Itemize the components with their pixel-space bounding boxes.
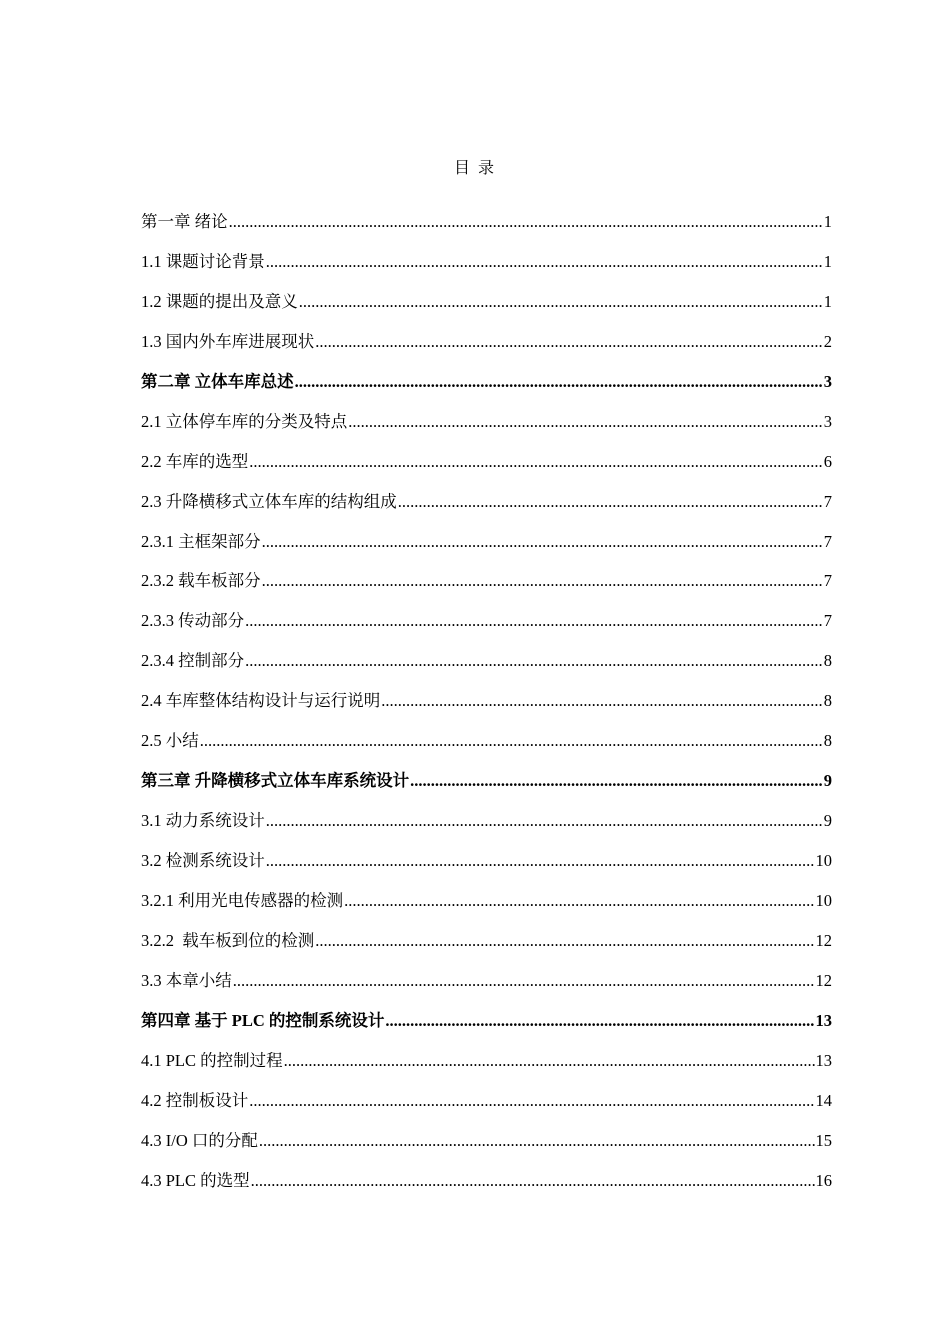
toc-entry-page-number: 10 bbox=[815, 851, 832, 870]
toc-entry-label: 3.2.2 载车板到位的检测 bbox=[141, 930, 315, 950]
toc-entry[interactable] bbox=[141, 490, 832, 530]
toc-entry[interactable] bbox=[141, 1129, 832, 1169]
toc-entry-page-number: 13 bbox=[815, 1010, 832, 1030]
toc-entry[interactable] bbox=[141, 1089, 832, 1129]
toc-entry-label: 第二章 立体车库总述 bbox=[141, 371, 294, 391]
toc-entry[interactable] bbox=[141, 809, 832, 849]
toc-entry[interactable] bbox=[141, 689, 832, 729]
toc-entry-label: 3.2.1 利用光电传感器的检测 bbox=[141, 890, 344, 910]
toc-entry[interactable] bbox=[141, 370, 832, 410]
toc-dot-leader bbox=[259, 1129, 815, 1153]
toc-entry-label: 1.3 国内外车库进展现状 bbox=[141, 331, 315, 351]
toc-entry-page-number: 1 bbox=[823, 291, 832, 311]
toc-dot-leader bbox=[266, 849, 815, 873]
toc-entry-page-number: 16 bbox=[815, 1170, 832, 1190]
toc-entry-label: 2.1 立体停车库的分类及特点 bbox=[141, 411, 348, 431]
toc-entry-label: 2.2 车库的选型 bbox=[141, 451, 249, 471]
toc-entry-label: 1.2 课题的提出及意义 bbox=[141, 291, 298, 311]
toc-dot-leader bbox=[398, 490, 823, 514]
toc-dot-leader bbox=[344, 889, 814, 913]
toc-dot-leader bbox=[249, 1089, 814, 1113]
toc-dot-leader bbox=[381, 689, 823, 713]
toc-entry-label: 第四章 基于 PLC 的控制系统设计 bbox=[141, 1010, 385, 1030]
toc-dot-leader bbox=[315, 929, 814, 953]
toc-entry-label: 第一章 绪论 bbox=[141, 212, 228, 231]
toc-entry-page-number: 12 bbox=[815, 970, 832, 990]
table-of-contents bbox=[141, 210, 832, 1208]
toc-dot-leader bbox=[266, 809, 823, 833]
toc-dot-leader bbox=[251, 1169, 815, 1193]
toc-entry[interactable] bbox=[141, 929, 832, 969]
toc-entry[interactable] bbox=[141, 250, 832, 290]
toc-entry-page-number: 1 bbox=[823, 212, 832, 231]
toc-dot-leader bbox=[315, 330, 823, 354]
toc-entry[interactable] bbox=[141, 649, 832, 689]
toc-dot-leader bbox=[249, 450, 823, 474]
toc-entry-page-number: 6 bbox=[823, 451, 832, 471]
toc-entry-page-number: 15 bbox=[815, 1130, 832, 1150]
toc-dot-leader bbox=[284, 1049, 815, 1073]
toc-entry[interactable] bbox=[141, 330, 832, 370]
toc-entry-label: 2.3.2 载车板部分 bbox=[141, 571, 261, 591]
toc-entry-label: 4.3 PLC 的选型 bbox=[141, 1170, 250, 1190]
toc-dot-leader bbox=[245, 649, 823, 673]
toc-entry-page-number: 14 bbox=[815, 1090, 832, 1110]
toc-entry[interactable] bbox=[141, 1169, 832, 1209]
toc-title: 目 录 bbox=[453, 160, 496, 177]
toc-entry[interactable] bbox=[141, 1049, 832, 1089]
toc-entry-label: 2.3.3 传动部分 bbox=[141, 611, 245, 631]
toc-entry[interactable] bbox=[141, 410, 832, 450]
toc-entry[interactable] bbox=[141, 1009, 832, 1049]
toc-entry[interactable] bbox=[141, 769, 832, 809]
toc-entry-page-number: 12 bbox=[815, 930, 832, 950]
toc-entry[interactable] bbox=[141, 849, 832, 889]
toc-dot-leader bbox=[299, 290, 823, 314]
toc-dot-leader bbox=[262, 569, 823, 593]
toc-entry-label: 3.3 本章小结 bbox=[141, 970, 232, 990]
toc-entry-label: 1.1 课题讨论背景 bbox=[141, 251, 265, 271]
toc-dot-leader bbox=[295, 370, 823, 394]
toc-entry-page-number: 2 bbox=[823, 331, 832, 351]
toc-entry-label: 4.3 I/O 口的分配 bbox=[141, 1130, 258, 1150]
toc-entry-page-number: 8 bbox=[823, 691, 832, 711]
toc-entry-label: 3.2 检测系统设计 bbox=[141, 851, 265, 870]
toc-entry-page-number: 3 bbox=[823, 371, 832, 391]
toc-dot-leader bbox=[245, 609, 823, 633]
toc-entry-label: 2.4 车库整体结构设计与运行说明 bbox=[141, 691, 381, 711]
toc-dot-leader bbox=[262, 530, 823, 554]
toc-dot-leader bbox=[410, 769, 823, 793]
toc-entry[interactable] bbox=[141, 609, 832, 649]
toc-entry-label: 第三章 升降横移式立体车库系统设计 bbox=[141, 771, 410, 791]
toc-dot-leader bbox=[200, 729, 823, 753]
toc-entry-page-number: 7 bbox=[823, 571, 832, 591]
toc-entry-page-number: 3 bbox=[823, 411, 832, 431]
toc-entry-page-number: 10 bbox=[815, 890, 832, 910]
toc-entry-label: 2.3.1 主框架部分 bbox=[141, 531, 261, 551]
toc-entry[interactable] bbox=[141, 210, 832, 250]
toc-dot-leader bbox=[266, 250, 823, 274]
toc-entry[interactable] bbox=[141, 969, 832, 1009]
toc-entry[interactable] bbox=[141, 530, 832, 570]
toc-entry-page-number: 9 bbox=[823, 811, 832, 831]
toc-entry-page-number: 7 bbox=[823, 611, 832, 631]
toc-dot-leader bbox=[385, 1009, 814, 1033]
toc-entry[interactable] bbox=[141, 729, 832, 769]
toc-entry-label: 2.3.4 控制部分 bbox=[141, 651, 245, 671]
toc-entry-page-number: 8 bbox=[823, 651, 832, 671]
toc-entry-page-number: 7 bbox=[823, 531, 832, 551]
toc-entry-label: 4.1 PLC 的控制过程 bbox=[141, 1050, 283, 1070]
toc-entry-page-number: 9 bbox=[823, 771, 832, 791]
toc-entry[interactable] bbox=[141, 569, 832, 609]
toc-entry[interactable] bbox=[141, 450, 832, 490]
toc-dot-leader bbox=[233, 969, 815, 993]
toc-entry[interactable] bbox=[141, 889, 832, 929]
toc-entry-page-number: 1 bbox=[823, 251, 832, 271]
toc-dot-leader bbox=[229, 210, 823, 234]
toc-entry[interactable] bbox=[141, 290, 832, 330]
toc-entry-page-number: 8 bbox=[823, 731, 832, 751]
toc-entry-label: 2.5 小结 bbox=[141, 731, 199, 751]
toc-entry-page-number: 7 bbox=[823, 491, 832, 511]
toc-entry-label: 4.2 控制板设计 bbox=[141, 1090, 249, 1110]
toc-dot-leader bbox=[348, 410, 823, 434]
toc-entry-page-number: 13 bbox=[815, 1050, 832, 1070]
toc-entry-label: 2.3 升降横移式立体车库的结构组成 bbox=[141, 491, 397, 511]
toc-entry-label: 3.1 动力系统设计 bbox=[141, 811, 265, 831]
